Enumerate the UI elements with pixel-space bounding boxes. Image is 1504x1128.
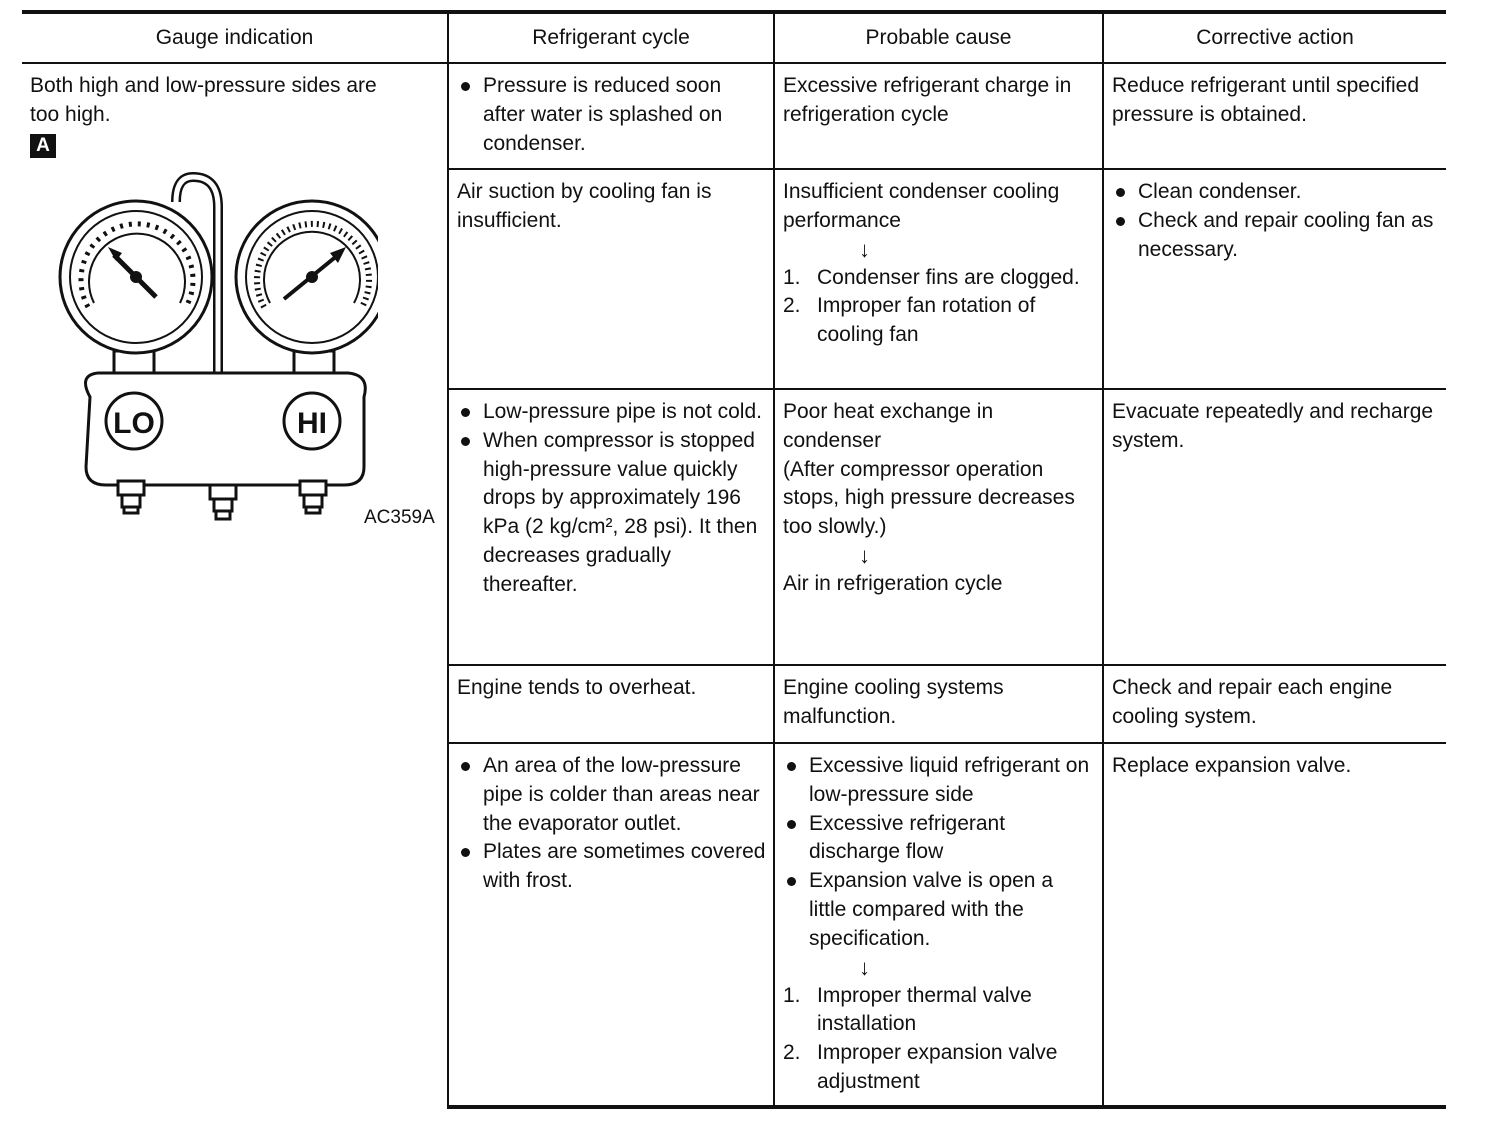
gauge-indication-text: Both high and low-pressure sides are too high. bbox=[30, 74, 377, 126]
cause-note: (After compressor operation stops, high pressure decreases too slowly.) bbox=[783, 457, 1075, 539]
hi-gauge-dial bbox=[236, 201, 378, 353]
refrigerant-cycle-cell bbox=[448, 389, 774, 665]
lo-label: LO bbox=[113, 407, 155, 441]
arrow-down-icon: ↓ bbox=[859, 542, 870, 568]
list-item: Low-pressure pipe is not cold. bbox=[457, 398, 767, 427]
cause-intro: Insufficient condenser cooling performance bbox=[783, 180, 1060, 232]
list-item: When compressor is stopped high-pressure value quickly drops by approximately 196 kPa (2 kg/cm², 28 psi). It then decreases gradually thereafter. bbox=[457, 427, 767, 600]
header-probable-cause: Probable cause bbox=[774, 12, 1103, 63]
lo-gauge-dial bbox=[60, 201, 212, 353]
refrigerant-cycle-cell: Engine tends to overheat. bbox=[448, 665, 774, 743]
cause-intro: Poor heat exchange in condenser bbox=[783, 400, 994, 452]
list-item: Excessive refrigerant discharge flow bbox=[783, 810, 1096, 868]
probable-cause-cell: Engine cooling systems malfunction. bbox=[774, 665, 1103, 743]
gauge-indication-cell bbox=[22, 63, 448, 1107]
list-item: 1. Condenser fins are clogged. bbox=[783, 265, 1080, 289]
list-item: 2. Improper fan rotation of cooling fan bbox=[783, 294, 1036, 347]
arrow-down-icon: ↓ bbox=[859, 236, 870, 262]
figure-code: AC359A bbox=[364, 507, 435, 528]
header-row bbox=[22, 12, 1446, 63]
list-item: Pressure is reduced soon after water is splashed on condenser. bbox=[457, 72, 767, 158]
corrective-action-cell: Replace expansion valve. bbox=[1103, 743, 1446, 1107]
diagnosis-table bbox=[22, 10, 1446, 1109]
corrective-action-cell bbox=[1103, 169, 1446, 389]
header-refrigerant-cycle: Refrigerant cycle bbox=[448, 12, 774, 63]
list-item: Check and repair cooling fan as necessary. bbox=[1112, 207, 1440, 265]
table-row bbox=[22, 63, 1446, 169]
header-gauge-indication: Gauge indication bbox=[22, 12, 448, 63]
probable-cause-cell bbox=[774, 389, 1103, 665]
arrow-down-icon: ↓ bbox=[859, 954, 870, 980]
figure-badge: A bbox=[30, 134, 56, 158]
refrigerant-cycle-cell bbox=[448, 63, 774, 169]
list-item: 1. Improper thermal valve installation bbox=[783, 983, 1032, 1036]
corrective-action-cell: Check and repair each engine cooling system. bbox=[1103, 665, 1446, 743]
list-item: 2. Improper expansion valve adjustment bbox=[783, 1041, 1058, 1093]
probable-cause-cell: Excessive refrigerant charge in refrigeration cycle bbox=[774, 63, 1103, 169]
header-corrective-action: Corrective action bbox=[1103, 12, 1446, 63]
cause-result: Air in refrigeration cycle bbox=[783, 571, 1003, 595]
list-item: Excessive liquid refrigerant on low-pressure side bbox=[783, 752, 1096, 810]
corrective-action-cell: Reduce refrigerant until specified pressure is obtained. bbox=[1103, 63, 1446, 169]
list-item: Clean condenser. bbox=[1112, 178, 1440, 207]
refrigerant-cycle-cell: Air suction by cooling fan is insufficient. bbox=[448, 169, 774, 389]
list-item: Plates are sometimes covered with frost. bbox=[457, 838, 767, 896]
probable-cause-cell bbox=[774, 743, 1103, 1107]
hi-label: HI bbox=[297, 407, 327, 441]
list-item: An area of the low-pressure pipe is colder than areas near the evaporator outlet. bbox=[457, 752, 767, 838]
troubleshooting-page bbox=[22, 10, 1446, 1109]
refrigerant-cycle-cell bbox=[448, 743, 774, 1107]
corrective-action-cell: Evacuate repeatedly and recharge system. bbox=[1103, 389, 1446, 665]
list-item: Expansion valve is open a little compared with the specification. bbox=[783, 867, 1096, 953]
manifold-gauge-illustration bbox=[58, 167, 378, 527]
probable-cause-cell bbox=[774, 169, 1103, 389]
